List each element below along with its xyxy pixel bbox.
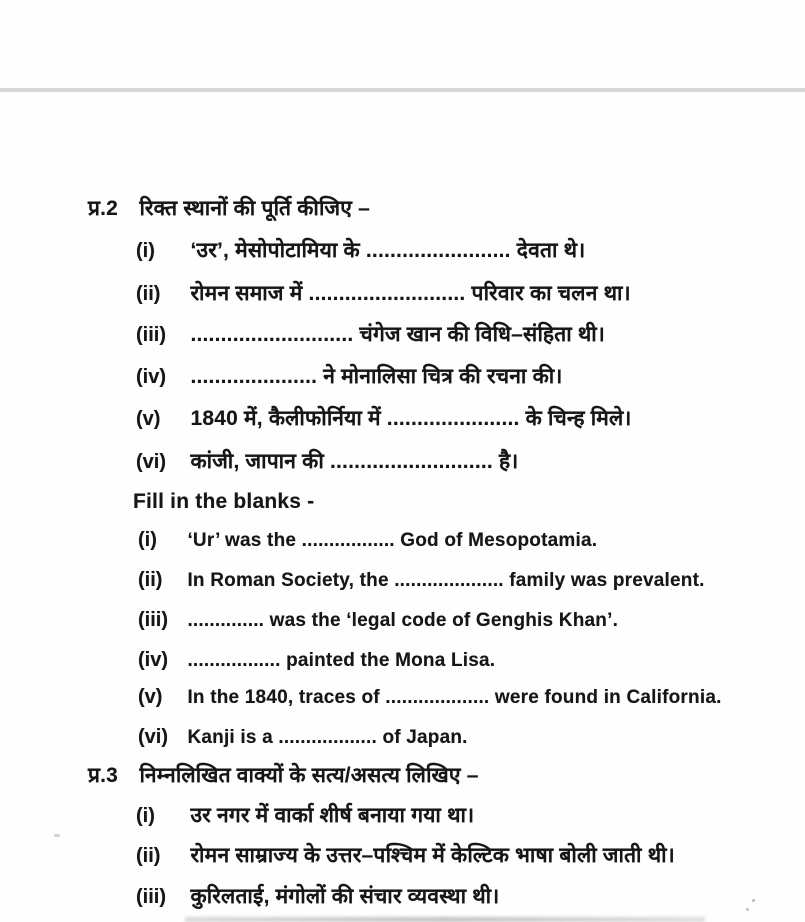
item-label: (i) xyxy=(138,529,157,551)
item-label: (i) xyxy=(136,240,155,262)
question-3-heading xyxy=(88,761,479,789)
item-label: (iii) xyxy=(138,609,168,631)
item-text: रोमन समाज में .......................... परिवार का चलन था। xyxy=(190,282,631,305)
item-text: Kanji is a .................. of Japan. xyxy=(187,727,468,748)
item-text: रोमन साम्राज्य के उत्तर–पश्चिम में केल्टिक भाषा बोली जाती थी। xyxy=(190,844,675,867)
item-text: ‘उर’, मेसोपोटामिया के ........................ देवता थे। xyxy=(190,239,586,262)
q3-hindi-item-3 xyxy=(136,882,499,910)
item-text: .............. was the ‘legal code of Genghis Khan’. xyxy=(187,610,619,631)
q2-hindi-item-6 xyxy=(136,447,518,475)
q2-english-item-4 xyxy=(138,649,495,672)
item-label: (iii) xyxy=(136,886,166,908)
heading-text: Fill in the blanks - xyxy=(133,490,315,513)
item-text: ..................... ने मोनालिसा चित्र की रचना की। xyxy=(190,365,563,388)
q3-hindi-item-2 xyxy=(136,841,675,869)
item-text: ‘Ur’ was the ................. God of Mesopotamia. xyxy=(187,530,598,551)
scan-speck xyxy=(752,899,755,902)
q2-english-item-2 xyxy=(138,569,705,592)
cut-off-next-line-artifact xyxy=(185,917,705,922)
item-text: In Roman Society, the .................... family was prevalent. xyxy=(187,570,705,591)
item-text: कुरिलताई, मंगोलों की संचार व्यवस्था थी। xyxy=(190,885,500,908)
item-label: (iv) xyxy=(136,366,166,388)
fill-in-the-blanks-heading xyxy=(133,490,314,514)
q2-english-item-3 xyxy=(138,609,618,632)
item-label: (ii) xyxy=(136,283,161,305)
item-label: (ii) xyxy=(136,845,161,867)
q2-hindi-item-1 xyxy=(136,236,585,264)
q2-english-item-6 xyxy=(138,726,468,749)
item-label: (i) xyxy=(136,805,155,827)
item-label: (ii) xyxy=(138,569,163,591)
item-label: (iv) xyxy=(138,649,168,671)
q2-english-item-5 xyxy=(138,686,722,709)
q2-hindi-item-4 xyxy=(136,362,563,390)
page-top-divider xyxy=(0,88,805,92)
question-2-heading xyxy=(88,194,370,222)
question-2-number: प्र.2 xyxy=(88,197,119,220)
q3-hindi-item-1 xyxy=(136,801,474,829)
q2-hindi-item-5 xyxy=(136,404,632,432)
question-3-title: निम्नलिखित वाक्यों के सत्य/असत्य लिखिए – xyxy=(139,764,479,787)
item-text: ........................... चंगेज खान की विधि–संहिता थी। xyxy=(190,323,606,346)
item-label: (iii) xyxy=(136,324,166,346)
item-label: (v) xyxy=(138,686,163,708)
item-text: ................. painted the Mona Lisa. xyxy=(187,650,496,671)
item-label: (vi) xyxy=(138,726,168,748)
question-3-number: प्र.3 xyxy=(88,764,119,787)
question-2-title: रिक्त स्थानों की पूर्ति कीजिए – xyxy=(139,197,370,220)
item-label: (vi) xyxy=(136,451,166,473)
item-text: In the 1840, traces of ................... were found in California. xyxy=(187,687,722,708)
scan-speck xyxy=(746,908,749,911)
item-text: उर नगर में वार्का शीर्ष बनाया गया था। xyxy=(190,804,475,827)
q2-hindi-item-3 xyxy=(136,320,605,348)
item-text: 1840 में, कैलीफोर्निया में ...................... के चिन्ह मिले। xyxy=(190,407,632,430)
scan-speck xyxy=(54,834,60,837)
q2-hindi-item-2 xyxy=(136,279,631,307)
item-label: (v) xyxy=(136,408,161,430)
item-text: कांजी, जापान की ........................... है। xyxy=(190,450,519,473)
q2-english-item-1 xyxy=(138,529,597,552)
